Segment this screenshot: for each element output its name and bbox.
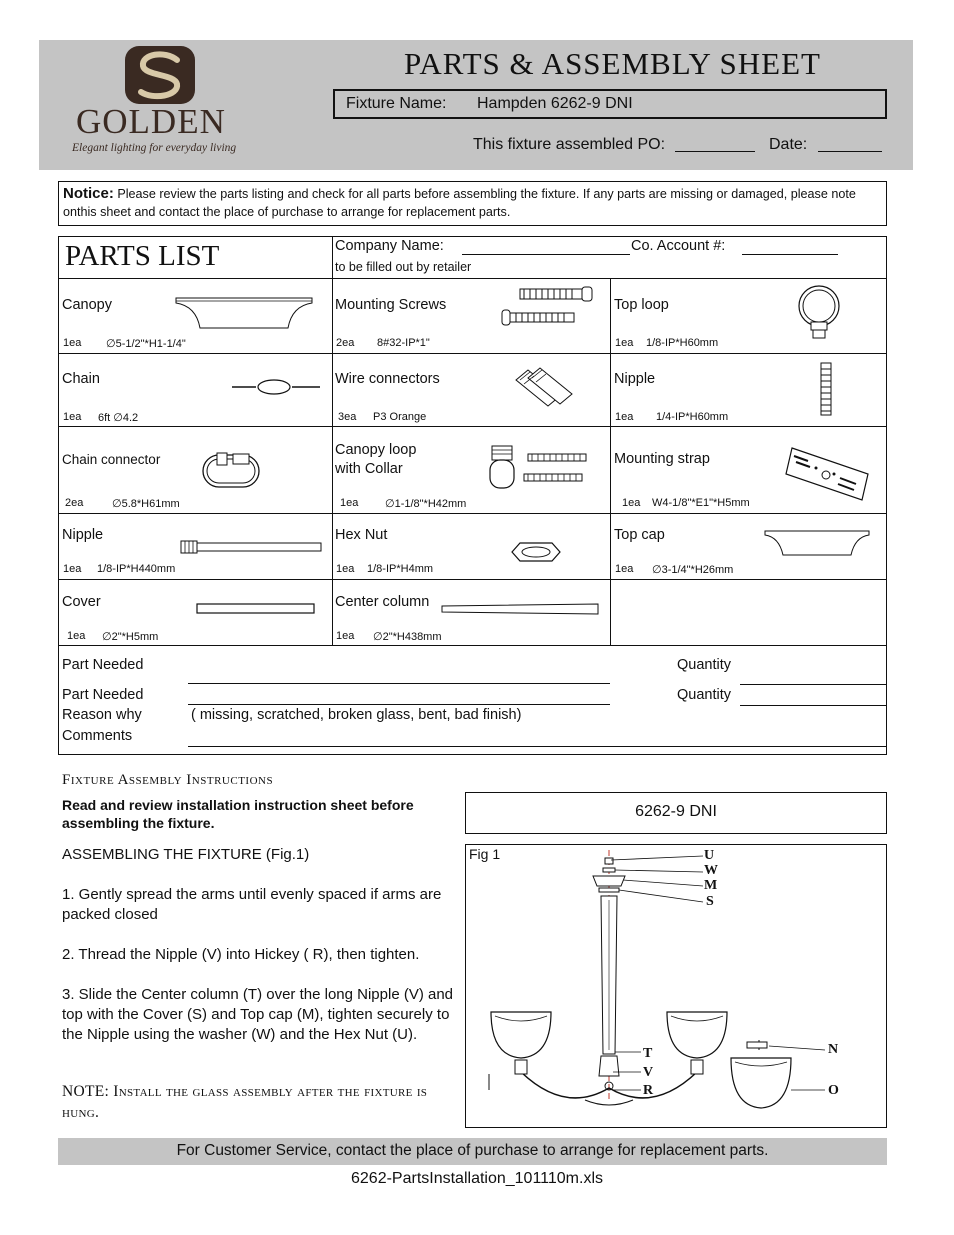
cover-icon — [196, 603, 316, 615]
part-spec: ∅1-1/8"*H42mm — [385, 498, 467, 510]
center-column-icon — [440, 602, 602, 618]
part-qty: 2ea — [65, 497, 84, 509]
row-divider — [58, 278, 887, 279]
part-qty: 1ea — [63, 411, 82, 423]
part-qty: 2ea — [336, 337, 355, 349]
fixture-name-label: Fixture Name: — [346, 95, 447, 112]
account-field[interactable] — [742, 240, 838, 255]
wire-connectors-icon — [514, 366, 580, 408]
notice-label: Notice: — [63, 185, 114, 202]
part-spec: ∅3-1/4"*H26mm — [652, 564, 734, 576]
hex-nut-icon — [510, 541, 562, 563]
row-divider — [58, 426, 887, 427]
nipple-short-icon — [818, 361, 834, 417]
logo-name: GOLDEN — [76, 102, 226, 141]
part-qty: 1ea — [615, 337, 634, 349]
part-name-canopy-loop: Canopy loop — [335, 442, 417, 458]
part-spec: P3 Orange — [373, 411, 427, 423]
part-spec: 1/4-IP*H60mm — [656, 411, 729, 423]
part-name-hex-nut: Hex Nut — [335, 527, 388, 543]
row-divider — [58, 645, 887, 646]
customer-service-text: For Customer Service, contact the place of purchase to arrange for replacement parts. — [176, 1142, 769, 1159]
quantity-label: Quantity — [677, 687, 731, 703]
mounting-screws-icon — [500, 285, 595, 327]
po-label: This fixture assembled PO: — [473, 136, 666, 153]
figure-label-s: S — [706, 894, 714, 909]
part-qty: 1ea — [615, 411, 634, 423]
part-name-canopy-loop-collar: with Collar — [335, 461, 403, 477]
figure-caption: Fig 1 — [469, 846, 501, 862]
part-name-top-loop: Top loop — [614, 297, 669, 313]
logo-tagline: Elegant lighting for everyday living — [72, 142, 237, 154]
reason-text: ( missing, scratched, broken glass, bent, bad finish) — [191, 707, 522, 723]
figure-label-o: O — [828, 1083, 839, 1098]
part-spec: ∅2"*H438mm — [373, 631, 442, 643]
part-spec: ∅5.8*H61mm — [112, 498, 180, 510]
row-divider — [58, 353, 887, 354]
row-divider — [58, 579, 887, 580]
figure-label-m: M — [704, 878, 718, 893]
part-name-mounting-strap: Mounting strap — [614, 451, 710, 467]
instruction-step: 3. Slide the Center column (T) over the long Nipple (V) and top with the Cover (S) and Top cap (M), tighten securely to the Nipple using the washer (W) and the Hex Nut (U). — [62, 986, 454, 1043]
part-qty: 1ea — [615, 563, 634, 575]
part-qty: 3ea — [338, 411, 357, 423]
part-spec: W4-1/8"*E1"*H5mm — [652, 497, 750, 509]
part-spec: ∅2"*H5mm — [102, 631, 159, 643]
fixture-name-value: Hampden 6262-9 DNI — [477, 95, 633, 112]
part-name-chain: Chain — [62, 371, 100, 387]
comments-field[interactable] — [188, 732, 887, 747]
canopy-icon — [174, 294, 314, 330]
instructions-subheading: ASSEMBLING THE FIXTURE (Fig.1) — [62, 846, 310, 863]
golden-logo — [72, 44, 247, 164]
mounting-strap-icon — [784, 444, 870, 504]
part-qty: 1ea — [67, 630, 86, 642]
part-spec: 1/8-IP*H440mm — [97, 563, 176, 575]
col-divider — [610, 279, 611, 646]
part-qty: 1ea — [336, 630, 355, 642]
part-needed-label: Part Needed — [62, 687, 144, 703]
model-number: 6262-9 DNI — [635, 803, 717, 820]
part-qty: 1ea — [63, 337, 82, 349]
part-qty: 1ea — [336, 563, 355, 575]
date-label: Date: — [769, 136, 808, 153]
part-qty: 1ea — [63, 563, 82, 575]
quantity-field[interactable] — [740, 684, 887, 706]
page-title: PARTS & ASSEMBLY SHEET — [404, 46, 821, 81]
notice-body: Please review the parts listing and check for all parts before assembling the fixture. If any parts are missing or damaged, please note onthis sheet and contact the place of purchase to arrange for replacement parts. — [63, 187, 856, 219]
part-name-nipple-long: Nipple — [62, 527, 104, 543]
file-name: 6262-PartsInstallation_101110m.xls — [351, 1170, 603, 1187]
part-spec: 6ft ∅4.2 — [98, 412, 139, 424]
part-spec: 1/8-IP*H4mm — [367, 563, 434, 575]
figure-label-t: T — [643, 1046, 653, 1061]
chain-icon — [232, 377, 322, 397]
figure-label-n: N — [828, 1042, 839, 1057]
instructions-note: NOTE: Install the glass assembly after the fixture is hung. — [62, 1083, 428, 1121]
quantity-label: Quantity — [677, 657, 731, 673]
figure-label-v: V — [643, 1065, 654, 1080]
figure-label-r: R — [643, 1083, 654, 1098]
parts-list-title: PARTS LIST — [65, 240, 220, 272]
part-needed-field[interactable] — [188, 690, 610, 705]
row-divider — [58, 513, 887, 514]
part-name-mounting-screws: Mounting Screws — [335, 297, 447, 313]
instructions-intro: Read and review installation instruction sheet before assembling the fixture. — [62, 797, 414, 831]
top-cap-icon — [763, 529, 871, 557]
part-name-cover: Cover — [62, 594, 101, 610]
part-name-top-cap: Top cap — [614, 527, 665, 543]
company-name-label: Company Name: — [335, 238, 444, 254]
part-name-canopy: Canopy — [62, 297, 112, 313]
part-needed-field[interactable] — [188, 669, 610, 684]
account-label: Co. Account #: — [631, 238, 726, 254]
fixture-diagram — [465, 844, 887, 1128]
part-name-center-column: Center column — [335, 594, 430, 610]
instructions-heading: Fixture Assembly Instructions — [62, 772, 274, 788]
instruction-step: 2. Thread the Nipple (V) into Hickey ( R), then tighten. — [62, 946, 420, 963]
part-qty: 1ea — [622, 497, 641, 509]
top-loop-icon — [794, 284, 844, 340]
figure-label-w: W — [704, 863, 718, 878]
comments-label: Comments — [62, 728, 133, 744]
company-name-field[interactable] — [462, 240, 630, 255]
part-name-nipple-short: Nipple — [614, 371, 656, 387]
logo-mark-icon — [125, 46, 195, 104]
chain-connector-icon — [199, 451, 263, 491]
canopy-loop-icon — [488, 444, 588, 490]
figure-label-u: U — [704, 848, 715, 863]
part-name-chain-connector: Chain connector — [62, 452, 161, 467]
instruction-step: 1. Gently spread the arms until evenly spaced if arms are packed closed — [62, 886, 442, 923]
part-qty: 1ea — [340, 497, 359, 509]
col-divider — [332, 236, 333, 646]
notice-text — [63, 185, 883, 221]
nipple-long-icon — [179, 539, 323, 555]
reason-label: Reason why — [62, 707, 142, 723]
part-spec: 8#32-IP*1" — [377, 337, 430, 349]
part-needed-label: Part Needed — [62, 657, 144, 673]
part-spec: 1/8-IP*H60mm — [646, 337, 719, 349]
retailer-note: to be filled out by retailer — [335, 260, 472, 274]
part-spec: ∅5-1/2"*H1-1/4" — [106, 338, 186, 350]
po-field[interactable] — [675, 136, 755, 152]
part-name-wire-connectors: Wire connectors — [335, 371, 440, 387]
date-field[interactable] — [818, 136, 882, 152]
